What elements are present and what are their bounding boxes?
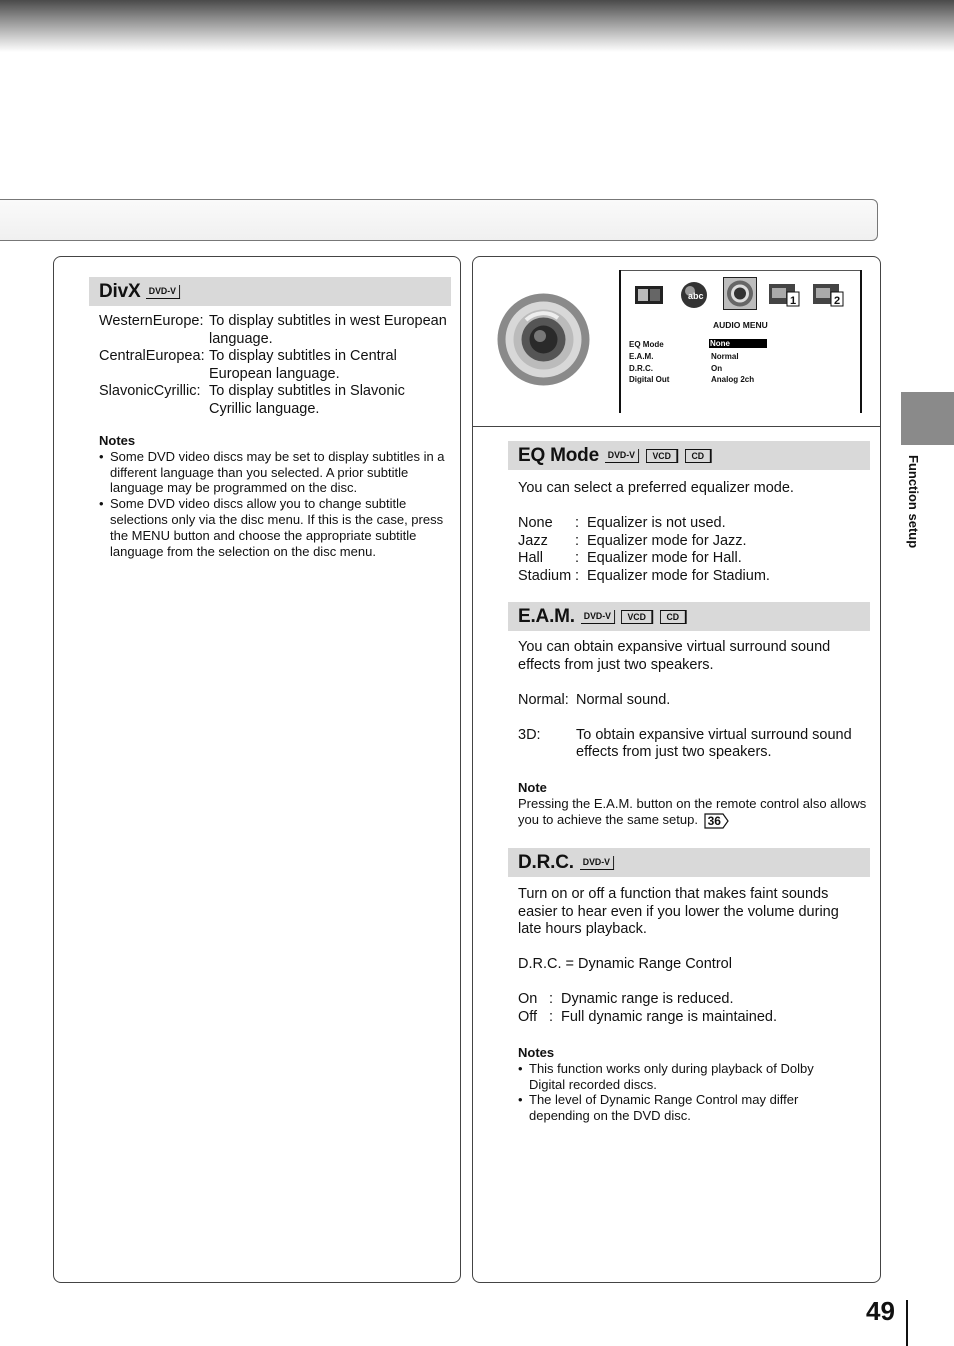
eq-mode-title: EQ Mode xyxy=(518,444,599,466)
note-heading: Note xyxy=(518,780,547,795)
drc-section-header xyxy=(508,848,870,877)
page-ref-link[interactable] xyxy=(704,813,730,828)
notes-heading: Notes xyxy=(518,1045,555,1060)
speaker-tab-icon xyxy=(723,277,757,310)
divx-title: DivX xyxy=(99,280,141,302)
divx-option xyxy=(99,383,449,418)
option-term: Normal: xyxy=(518,691,569,708)
option-sep: : xyxy=(575,550,580,566)
menu-value-eq-mode[interactable]: None xyxy=(709,339,767,348)
dvd-v-badge: DVD-V xyxy=(580,856,614,870)
vcd-badge: VCD xyxy=(646,449,678,463)
tab-number: 2 xyxy=(834,295,841,307)
setup2-icon xyxy=(811,278,845,310)
notes-heading: Notes xyxy=(99,433,136,448)
drc-body xyxy=(518,886,858,1026)
svg-text:abc: abc xyxy=(688,291,704,301)
eam-option xyxy=(518,727,868,762)
option-sep: : xyxy=(549,991,554,1007)
eq-option xyxy=(518,533,868,551)
note-item: • Some DVD video discs may be set to display subtitles in a different language than you selected. A prior subtitle language may be programmed on the disc. xyxy=(99,449,445,496)
option-term: Jazz xyxy=(518,532,548,549)
cd-badge: CD xyxy=(685,449,711,463)
panel-divider xyxy=(473,426,880,427)
drc-definition: D.R.C. = Dynamic Range Control xyxy=(518,956,732,972)
eam-option xyxy=(518,692,868,710)
section-tab[interactable] xyxy=(901,392,954,445)
option-desc: To display subtitles in Central European language. xyxy=(209,348,397,382)
note-item: • The level of Dynamic Range Control may differ depending on the DVD disc. xyxy=(518,1092,848,1124)
option-term: Off xyxy=(518,1008,538,1025)
option-term: Hall xyxy=(518,550,543,566)
eq-mode-body xyxy=(518,480,868,585)
option-sep: : xyxy=(575,532,580,549)
menu-item-eam[interactable]: E.A.M. xyxy=(629,352,654,361)
divx-options xyxy=(99,313,449,418)
eq-option xyxy=(518,515,868,533)
audio-menu-title: AUDIO MENU xyxy=(713,320,768,330)
option-desc: Dynamic range is reduced. xyxy=(561,991,734,1007)
option-desc: Equalizer mode for Jazz. xyxy=(587,532,747,549)
picture-icon xyxy=(633,278,667,310)
setup1-icon xyxy=(767,278,801,310)
option-desc: Normal sound. xyxy=(576,691,671,708)
vcd-badge: VCD xyxy=(621,610,653,624)
page-ref-number: 36 xyxy=(707,813,721,828)
divx-notes xyxy=(99,433,445,559)
chapter-banner xyxy=(0,199,878,241)
divx-option xyxy=(99,313,449,348)
option-sep: : xyxy=(549,1008,554,1025)
language-icon xyxy=(677,278,711,310)
header-gradient-bar xyxy=(0,0,954,52)
option-term: None xyxy=(518,515,553,531)
page-number-rule xyxy=(906,1300,908,1346)
divx-section-header xyxy=(89,277,451,306)
option-desc: Full dynamic range is maintained. xyxy=(561,1008,777,1025)
eam-note xyxy=(518,780,868,828)
section-tab-text: Function setup xyxy=(906,455,921,549)
tab-number: 1 xyxy=(790,295,797,307)
cd-badge: CD xyxy=(660,610,686,624)
menu-item-digital-out[interactable]: Digital Out xyxy=(629,375,670,384)
note-item: • Some DVD video discs allow you to change subtitle selections only via the disc menu. If this is the case, press the MENU button and choose the appropriate subtitle language from the selection on the disc menu. xyxy=(99,496,445,559)
eam-title: E.A.M. xyxy=(518,605,575,627)
eq-option xyxy=(518,550,868,568)
drc-notes xyxy=(518,1045,848,1124)
note-text: Pressing the E.A.M. button on the remote control also allows you to achieve the same setup. xyxy=(518,795,867,827)
menu-value-eam[interactable]: Normal xyxy=(711,352,739,361)
option-term: Stadium xyxy=(518,567,572,584)
option-desc: Equalizer mode for Hall. xyxy=(587,550,742,566)
option-term: 3D: xyxy=(518,726,541,743)
menu-item-drc[interactable]: D.R.C. xyxy=(629,364,653,373)
dvd-v-badge: DVD-V xyxy=(146,285,180,299)
option-sep: : xyxy=(575,515,580,531)
section-tab-label xyxy=(905,455,925,575)
option-desc: Equalizer is not used. xyxy=(587,515,726,531)
drc-option xyxy=(518,1009,858,1027)
eam-body xyxy=(518,639,868,762)
drc-option xyxy=(518,991,858,1009)
note-item: • This function works only during playback of Dolby Digital recorded discs. xyxy=(518,1061,848,1093)
speaker-icon xyxy=(496,292,591,387)
option-term: SlavonicCyrillic: xyxy=(99,383,201,399)
menu-value-digital-out[interactable]: Analog 2ch xyxy=(711,375,755,384)
option-desc: To display subtitles in west European language. xyxy=(209,313,447,347)
audio-menu-screenshot xyxy=(619,270,862,413)
drc-intro: Turn on or off a function that makes faint sounds easier to hear even if you lower the volume during late hours playback. xyxy=(518,886,839,937)
menu-item-eq-mode[interactable]: EQ Mode xyxy=(629,340,664,349)
dvd-v-badge: DVD-V xyxy=(605,449,639,463)
option-sep: : xyxy=(575,567,580,584)
option-term: WesternEurope: xyxy=(99,313,204,329)
option-term: On xyxy=(518,991,538,1007)
dvd-v-badge: DVD-V xyxy=(581,610,615,624)
page-number: 49 xyxy=(866,1296,895,1326)
eam-section-header xyxy=(508,602,870,631)
drc-title: D.R.C. xyxy=(518,851,574,873)
eam-intro: You can obtain expansive virtual surround sound effects from just two speakers. xyxy=(518,639,831,673)
option-term: CentralEuropea: xyxy=(99,348,205,364)
eq-mode-intro: You can select a preferred equalizer mode. xyxy=(518,480,794,496)
option-desc: To obtain expansive virtual surround sound effects from just two speakers. xyxy=(576,726,852,760)
eq-option xyxy=(518,568,868,586)
divx-option xyxy=(99,348,449,383)
option-desc: Equalizer mode for Stadium. xyxy=(587,567,770,584)
option-desc: To display subtitles in Slavonic Cyrillic language. xyxy=(209,383,405,417)
eq-mode-section-header xyxy=(508,441,870,470)
menu-value-drc[interactable]: On xyxy=(711,364,723,373)
